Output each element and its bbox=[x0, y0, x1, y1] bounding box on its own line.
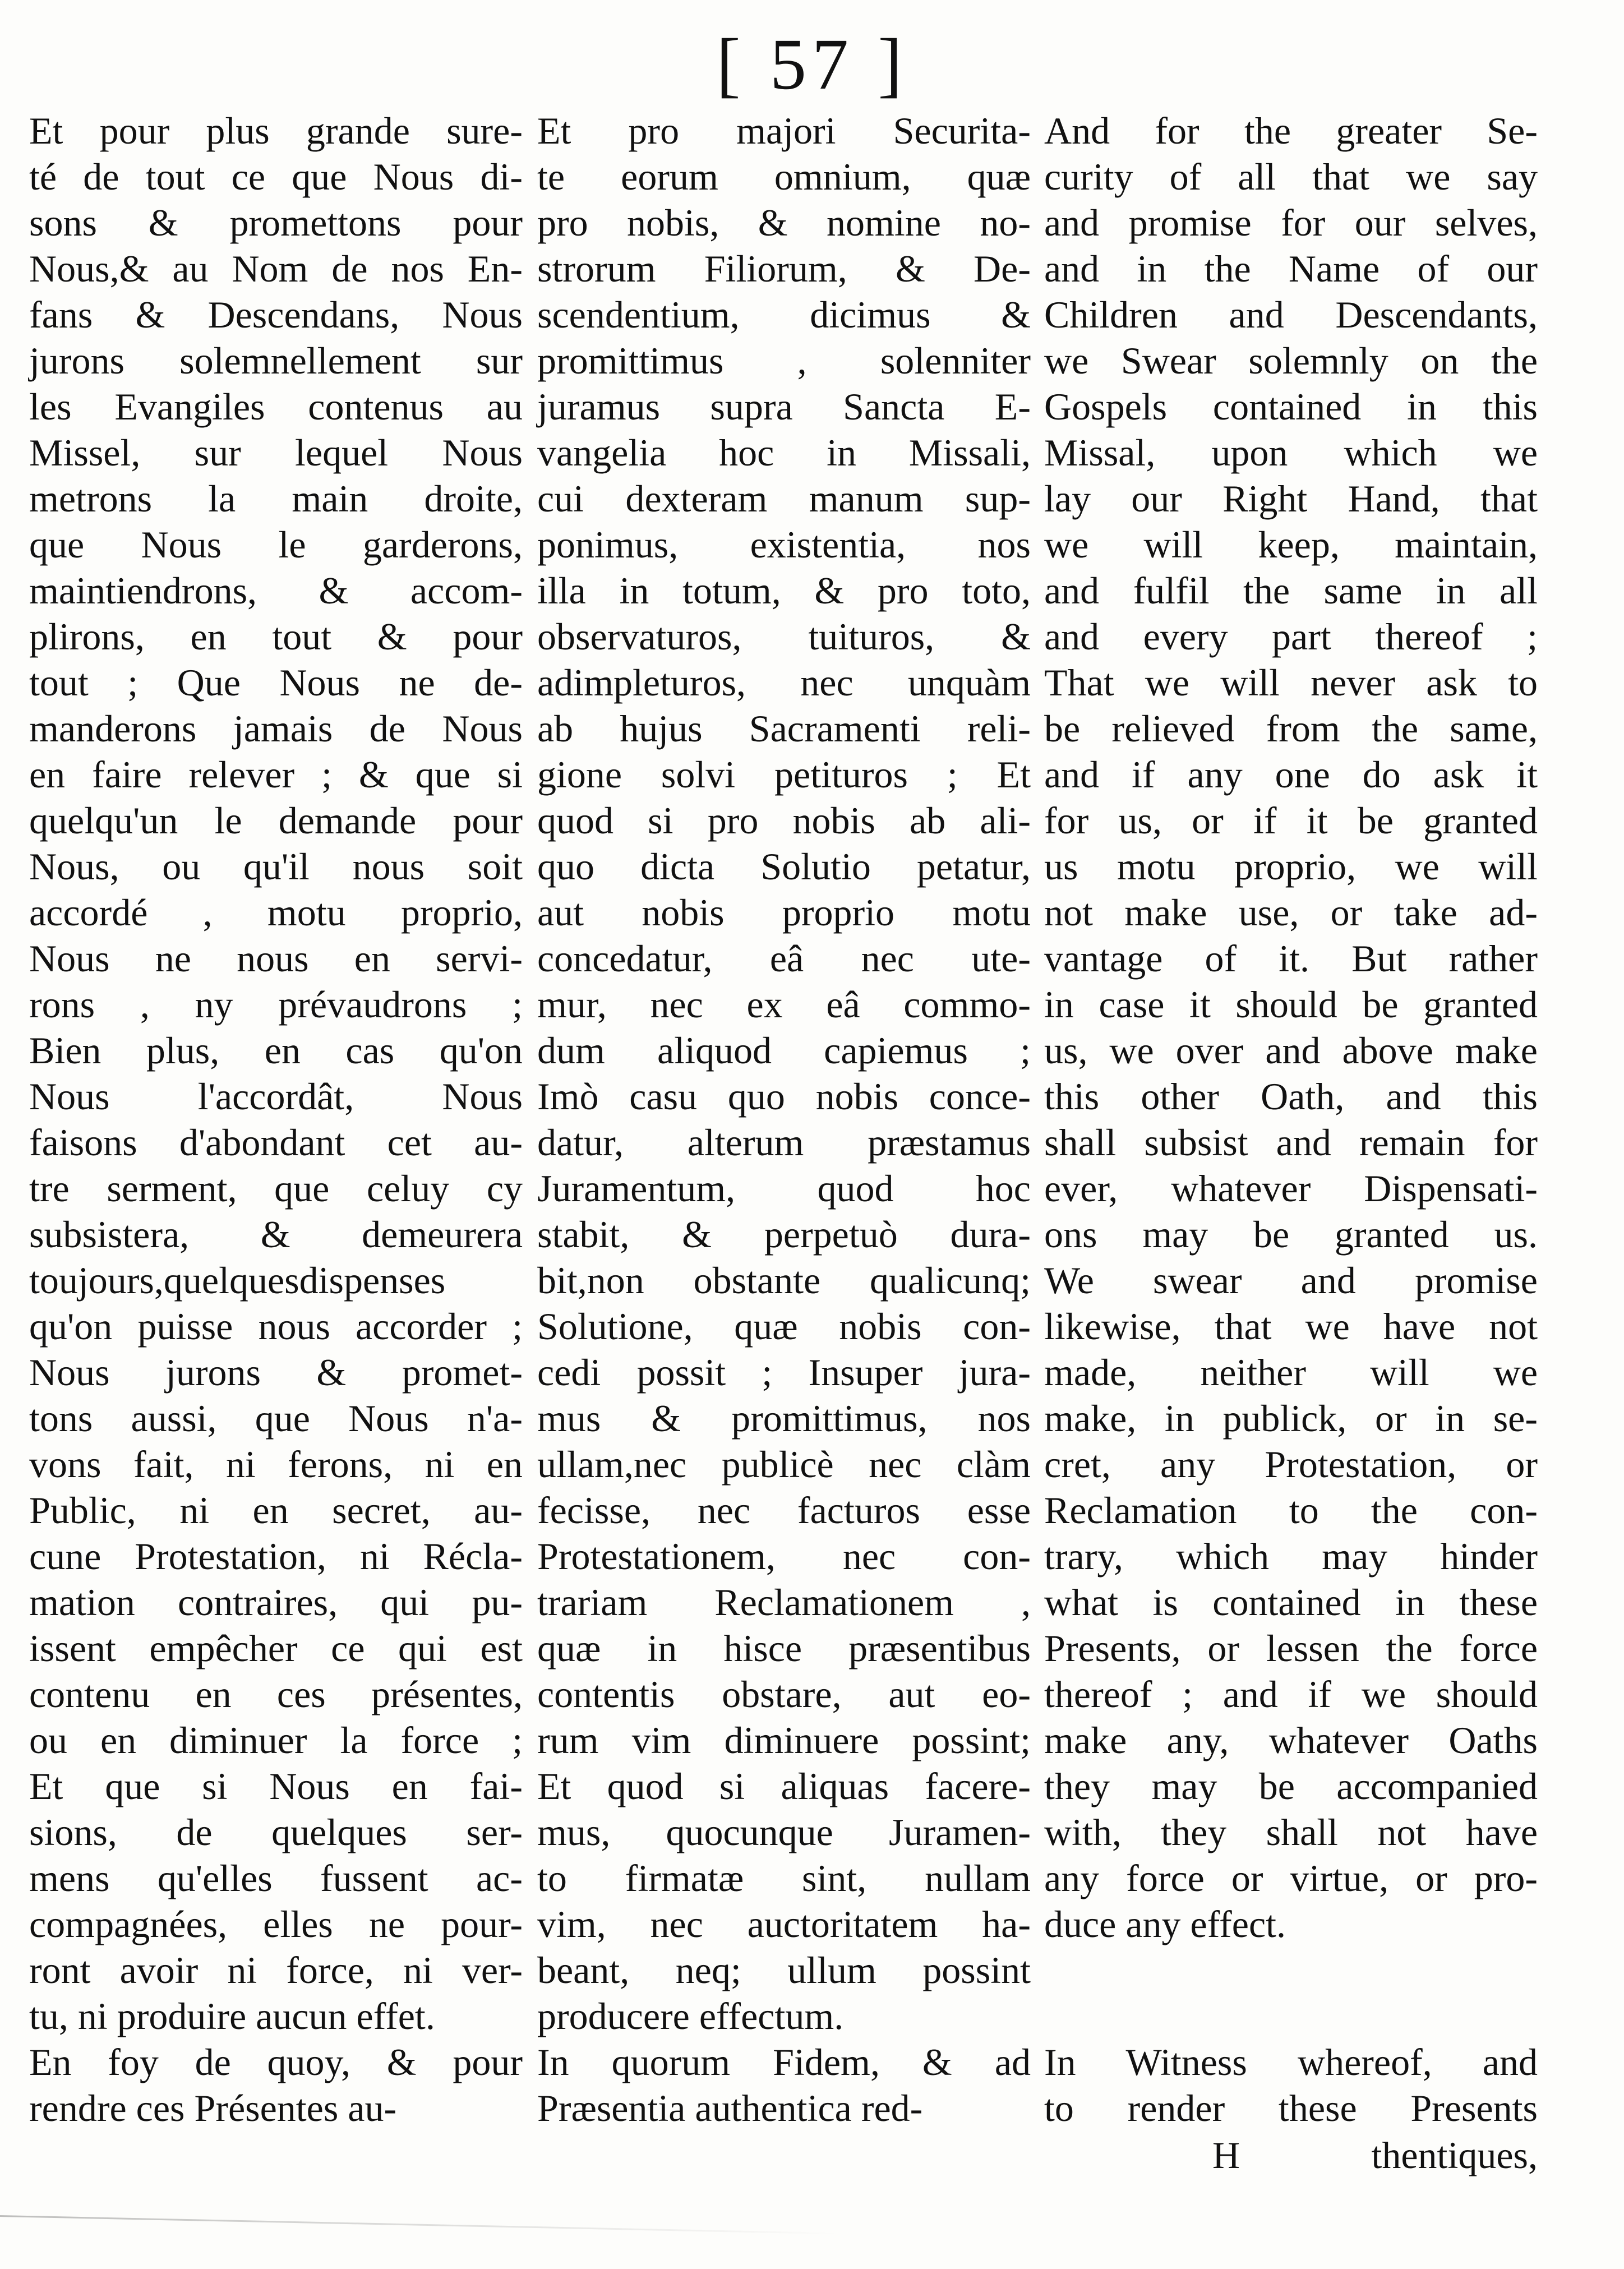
text-line: faisons d'abondant cet au- bbox=[29, 1121, 523, 1164]
text-line: observaturos, tuituros, & bbox=[537, 615, 1031, 658]
text-line: datur, alterum præstamus bbox=[537, 1121, 1031, 1164]
text-line: Nous,& au Nom de nos En- bbox=[29, 247, 523, 290]
text-line: what is contained in these bbox=[1044, 1581, 1538, 1624]
text-line: we Swear solemnly on the bbox=[1044, 339, 1538, 382]
text-line: toujours,quelquesdispenses bbox=[29, 1259, 446, 1302]
text-line: cui dexteram manum sup- bbox=[537, 477, 1031, 520]
text-line: us motu proprio, we will bbox=[1044, 845, 1538, 888]
text-line: aut nobis proprio motu bbox=[537, 891, 1031, 934]
text-line: cret, any Protestation, or bbox=[1044, 1443, 1538, 1486]
text-line: this other Oath, and this bbox=[1044, 1075, 1538, 1118]
text-line: likewise, that we have not bbox=[1044, 1305, 1538, 1348]
text-line: subsistera, & demeurera bbox=[29, 1213, 523, 1256]
text-line: and if any one do ask it bbox=[1044, 753, 1538, 796]
text-line: promittimus , solenniter bbox=[537, 339, 1031, 382]
text-line: quo dicta Solutio petatur, bbox=[537, 845, 1031, 888]
text-line: rum vim diminuere possint; bbox=[537, 1719, 1031, 1761]
text-line: sons & promettons pour bbox=[29, 201, 523, 244]
text-line: manderons jamais de Nous bbox=[29, 707, 523, 750]
text-line: mus, quocunque Juramen- bbox=[537, 1811, 1031, 1853]
text-line: les Evangiles contenus au bbox=[29, 385, 523, 428]
text-line: Et pro majori Securita- bbox=[537, 109, 1031, 152]
text-line: shall subsist and remain for bbox=[1044, 1121, 1538, 1164]
text-line: trary, which may hinder bbox=[1044, 1535, 1538, 1578]
text-line: make any, whatever Oaths bbox=[1044, 1719, 1538, 1761]
text-line: té de tout ce que Nous di- bbox=[29, 155, 523, 198]
text-line: producere effectum. bbox=[537, 1995, 844, 2037]
text-line: in case it should be granted bbox=[1044, 983, 1538, 1026]
text-line: ponimus, existentia, nos bbox=[537, 523, 1031, 566]
text-line: rons , ny prévaudrons ; bbox=[29, 983, 523, 1026]
text-line: curity of all that we say bbox=[1044, 155, 1538, 198]
text-line: Public, ni en secret, au- bbox=[29, 1489, 523, 1532]
text-line: us, we over and above make bbox=[1044, 1029, 1538, 1072]
text-line: concedatur, eâ nec ute- bbox=[537, 937, 1031, 980]
text-line: they may be accompanied bbox=[1044, 1765, 1538, 1807]
text-line: In Witness whereof, and bbox=[1044, 2041, 1538, 2083]
text-line: ou en diminuer la force ; bbox=[29, 1719, 523, 1761]
text-line: dum aliquod capiemus ; bbox=[537, 1029, 1031, 1072]
text-line: quæ in hisce præsentibus bbox=[537, 1627, 1031, 1670]
text-line: Presents, or lessen the force bbox=[1044, 1627, 1538, 1670]
text-line: and promise for our selves, bbox=[1044, 201, 1538, 244]
text-line: tu, ni produire aucun effet. bbox=[29, 1995, 435, 2037]
text-line: juramus supra Sancta E- bbox=[537, 385, 1031, 428]
text-line: vantage of it. But rather bbox=[1044, 937, 1538, 980]
text-line: en faire relever ; & que si bbox=[29, 753, 523, 796]
text-line: que Nous le garderons, bbox=[29, 523, 523, 566]
text-line: We swear and promise bbox=[1044, 1259, 1538, 1302]
text-line: contenu en ces présentes, bbox=[29, 1673, 523, 1715]
text-line: Reclamation to the con- bbox=[1044, 1489, 1538, 1532]
text-line: be relieved from the same, bbox=[1044, 707, 1538, 750]
text-line: Gospels contained in this bbox=[1044, 385, 1538, 428]
paragraph-gap bbox=[1044, 1947, 1538, 2039]
latin-column bbox=[537, 108, 1031, 2131]
text-line: mens qu'elles fussent ac- bbox=[29, 1857, 523, 1899]
text-line: Children and Descendants, bbox=[1044, 293, 1538, 336]
text-line: beant, neq; ullum possint bbox=[537, 1949, 1031, 1991]
text-line: Et quod si aliquas facere- bbox=[537, 1765, 1031, 1807]
text-line: lay our Right Hand, that bbox=[1044, 477, 1538, 520]
text-line: Imò casu quo nobis conce- bbox=[537, 1075, 1031, 1118]
text-line: vons fait, ni ferons, ni en bbox=[29, 1443, 523, 1486]
text-line: contentis obstare, aut eo- bbox=[537, 1673, 1031, 1715]
text-line: not make use, or take ad- bbox=[1044, 891, 1538, 934]
text-line: mation contraires, qui pu- bbox=[29, 1581, 523, 1624]
text-line: adimpleturos, nec unquàm bbox=[537, 661, 1031, 704]
text-line: with, they shall not have bbox=[1044, 1811, 1538, 1853]
text-line: Missal, upon which we bbox=[1044, 431, 1538, 474]
text-line: fans & Descendans, Nous bbox=[29, 293, 523, 336]
text-line: thereof ; and if we should bbox=[1044, 1673, 1538, 1715]
french-column bbox=[29, 108, 523, 2131]
page-edge-shadow bbox=[0, 2215, 841, 2234]
text-line: ever, whatever Dispensati- bbox=[1044, 1167, 1538, 1210]
text-line: and fulfil the same in all bbox=[1044, 569, 1538, 612]
text-line: And for the greater Se- bbox=[1044, 109, 1538, 152]
text-line: tout ; Que Nous ne de- bbox=[29, 661, 523, 704]
text-line: compagnées, elles ne pour- bbox=[29, 1903, 523, 1945]
text-line: duce any effect. bbox=[1044, 1903, 1286, 1945]
page-number: [ 57 ] bbox=[716, 24, 908, 105]
text-line: Nous l'accordât, Nous bbox=[29, 1075, 523, 1118]
text-line: Protestationem, nec con- bbox=[537, 1535, 1031, 1578]
text-line: jurons solemnellement sur bbox=[29, 339, 523, 382]
text-line: scendentium, dicimus & bbox=[537, 293, 1031, 336]
text-line: Præsentia authentica red- bbox=[537, 2087, 923, 2129]
text-line: issent empêcher ce qui est bbox=[29, 1627, 523, 1670]
text-line: En foy de quoy, & pour bbox=[29, 2041, 523, 2083]
text-line: to firmatæ sint, nullam bbox=[537, 1857, 1031, 1899]
catchword: thentiques, bbox=[1371, 2134, 1538, 2176]
text-line: pro nobis, & nomine no- bbox=[537, 201, 1031, 244]
text-line: Bien plus, en cas qu'on bbox=[29, 1029, 523, 1072]
text-line: metrons la main droite, bbox=[29, 477, 523, 520]
text-line: stabit, & perpetuò dura- bbox=[537, 1213, 1031, 1256]
text-line: Nous, ou qu'il nous soit bbox=[29, 845, 523, 888]
text-line: strorum Filiorum, & De- bbox=[537, 247, 1031, 290]
text-line: ons may be granted us. bbox=[1044, 1213, 1538, 1256]
text-line: bit,non obstante qualicunq; bbox=[537, 1259, 1031, 1302]
english-column bbox=[1044, 108, 1538, 2131]
text-line: accordé , motu proprio, bbox=[29, 891, 523, 934]
text-line: trariam Reclamationem , bbox=[537, 1581, 1031, 1624]
text-line: Missel, sur lequel Nous bbox=[29, 431, 523, 474]
text-line: mur, nec ex eâ commo- bbox=[537, 983, 1031, 1026]
text-line: ullam,nec publicè nec clàm bbox=[537, 1443, 1031, 1486]
text-line: plirons, en tout & pour bbox=[29, 615, 523, 658]
text-line: Solutione, quæ nobis con- bbox=[537, 1305, 1031, 1348]
text-line: quelqu'un le demande pour bbox=[29, 799, 523, 842]
text-line: cedi possit ; Insuper jura- bbox=[537, 1351, 1031, 1394]
text-line: Nous jurons & promet- bbox=[29, 1351, 523, 1394]
text-line: fecisse, nec facturos esse bbox=[537, 1489, 1031, 1532]
text-line: In quorum Fidem, & ad bbox=[537, 2041, 1031, 2083]
text-line: quod si pro nobis ab ali- bbox=[537, 799, 1031, 842]
text-line: Et pour plus grande sure- bbox=[29, 109, 523, 152]
text-line: any force or virtue, or pro- bbox=[1044, 1857, 1538, 1899]
text-line: illa in totum, & pro toto, bbox=[537, 569, 1031, 612]
text-line: mus & promittimus, nos bbox=[537, 1397, 1031, 1440]
text-line: we will keep, maintain, bbox=[1044, 523, 1538, 566]
text-line: rendre ces Présentes au- bbox=[29, 2087, 397, 2129]
text-line: to render these Presents bbox=[1044, 2087, 1538, 2129]
signature-mark: H bbox=[1212, 2134, 1240, 2176]
text-line: tre serment, que celuy cy bbox=[29, 1167, 523, 1210]
text-line: for us, or if it be granted bbox=[1044, 799, 1538, 842]
text-line: Nous ne nous en servi- bbox=[29, 937, 523, 980]
text-line: and every part thereof ; bbox=[1044, 615, 1538, 658]
text-line: vim, nec auctoritatem ha- bbox=[537, 1903, 1031, 1945]
text-line: Et que si Nous en fai- bbox=[29, 1765, 523, 1807]
text-line: cune Protestation, ni Récla- bbox=[29, 1535, 523, 1578]
text-line: qu'on puisse nous accorder ; bbox=[29, 1305, 523, 1348]
text-line: tons aussi, que Nous n'a- bbox=[29, 1397, 523, 1440]
text-line: made, neither will we bbox=[1044, 1351, 1538, 1394]
text-line: maintiendrons, & accom- bbox=[29, 569, 523, 612]
text-line: Juramentum, quod hoc bbox=[537, 1167, 1031, 1210]
text-line: ront avoir ni force, ni ver- bbox=[29, 1949, 523, 1991]
text-line: make, in publick, or in se- bbox=[1044, 1397, 1538, 1440]
text-line: sions, de quelques ser- bbox=[29, 1811, 523, 1853]
text-line: gione solvi petituros ; Et bbox=[537, 753, 1031, 796]
text-line: vangelia hoc in Missali, bbox=[537, 431, 1031, 474]
text-line: and in the Name of our bbox=[1044, 247, 1538, 290]
text-line: ab hujus Sacramenti reli- bbox=[537, 707, 1031, 750]
text-line: That we will never ask to bbox=[1044, 661, 1538, 704]
text-line: te eorum omnium, quæ bbox=[537, 155, 1031, 198]
